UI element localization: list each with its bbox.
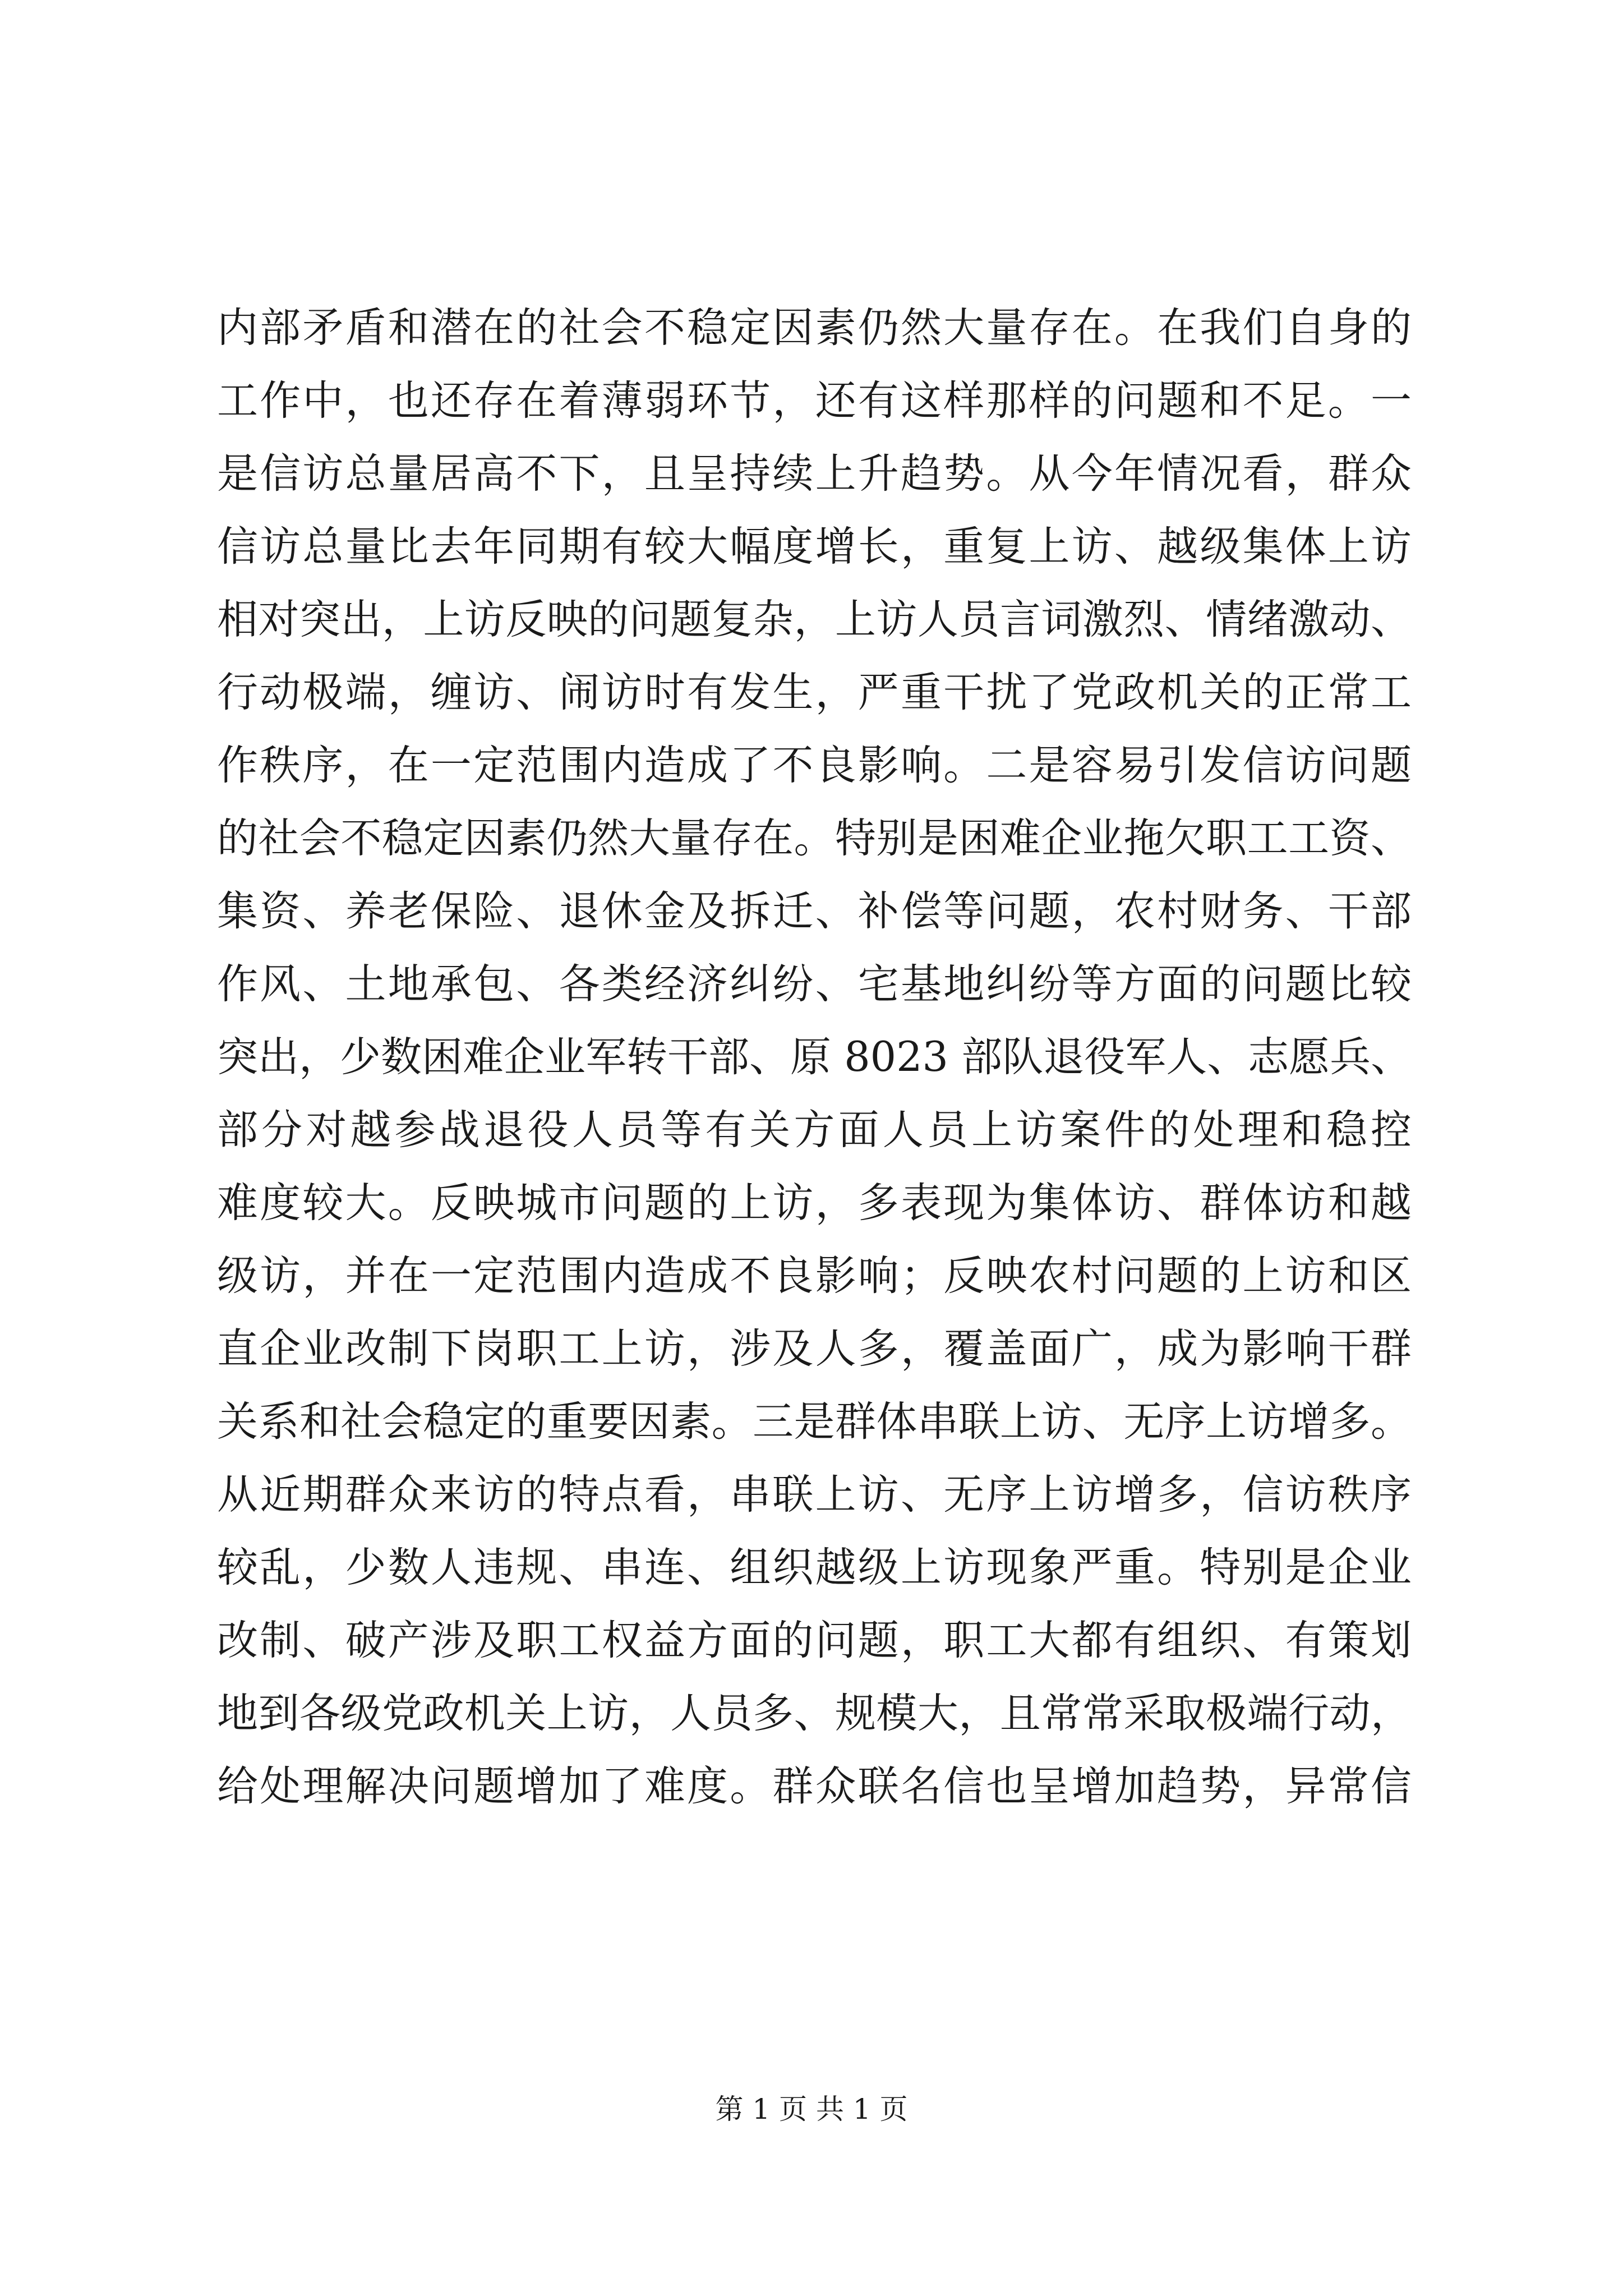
text-line: 部分对越参战退役人员等有关方面人员上访案件的处理和稳控 [217,1106,1412,1154]
text-line: 关系和社会稳定的重要因素。三是群体串联上访、无序上访增多。 [217,1398,1412,1446]
text-line: 突出，少数困难企业军转干部、原 8023 部队退役军人、志愿兵、 [217,1033,1412,1081]
text-line: 工作中，也还存在着薄弱环节，还有这样那样的问题和不足。一 [217,377,1412,425]
text-line: 相对突出，上访反映的问题复杂，上访人员言词激烈、情绪激动、 [217,596,1412,643]
text-line: 是信访总量居高不下，且呈持续上升趋势。从今年情况看，群众 [217,450,1412,498]
text-line: 难度较大。反映城市问题的上访，多表现为集体访、群体访和越 [217,1179,1412,1227]
text-line: 直企业改制下岗职工上访，涉及人多，覆盖面广，成为影响干群 [217,1325,1412,1373]
text-line: 从近期群众来访的特点看，串联上访、无序上访增多，信访秩序 [217,1471,1412,1519]
text-line: 较乱，少数人违规、串连、组织越级上访现象严重。特别是企业 [217,1544,1412,1591]
text-line: 地到各级党政机关上访，人员多、规模大，且常常采取极端行动， [217,1690,1412,1737]
text-line: 的社会不稳定因素仍然大量存在。特别是困难企业拖欠职工工资、 [217,815,1412,862]
body-text [217,292,1412,1823]
text-line: 行动极端，缠访、闹访时有发生，严重干扰了党政机关的正常工 [217,669,1412,716]
text-line: 作风、土地承包、各类经济纠纷、宅基地纠纷等方面的问题比较 [217,960,1412,1008]
text-line: 给处理解决问题增加了难度。群众联名信也呈增加趋势，异常信 [217,1763,1412,1810]
text-line: 级访，并在一定范围内造成不良影响；反映农村问题的上访和区 [217,1252,1412,1300]
text-line: 信访总量比去年同期有较大幅度增长，重复上访、越级集体上访 [217,523,1412,570]
page-number-label: 第 1 页 共 1 页 [715,2093,908,2125]
page-footer [0,2090,1623,2129]
text-line: 作秩序，在一定范围内造成了不良影响。二是容易引发信访问题 [217,742,1412,789]
text-line: 改制、破产涉及职工权益方面的问题，职工大都有组织、有策划 [217,1617,1412,1664]
text-line: 内部矛盾和潜在的社会不稳定因素仍然大量存在。在我们自身的 [217,304,1412,352]
text-line: 集资、养老保险、退休金及拆迁、补偿等问题，农村财务、干部 [217,887,1412,935]
